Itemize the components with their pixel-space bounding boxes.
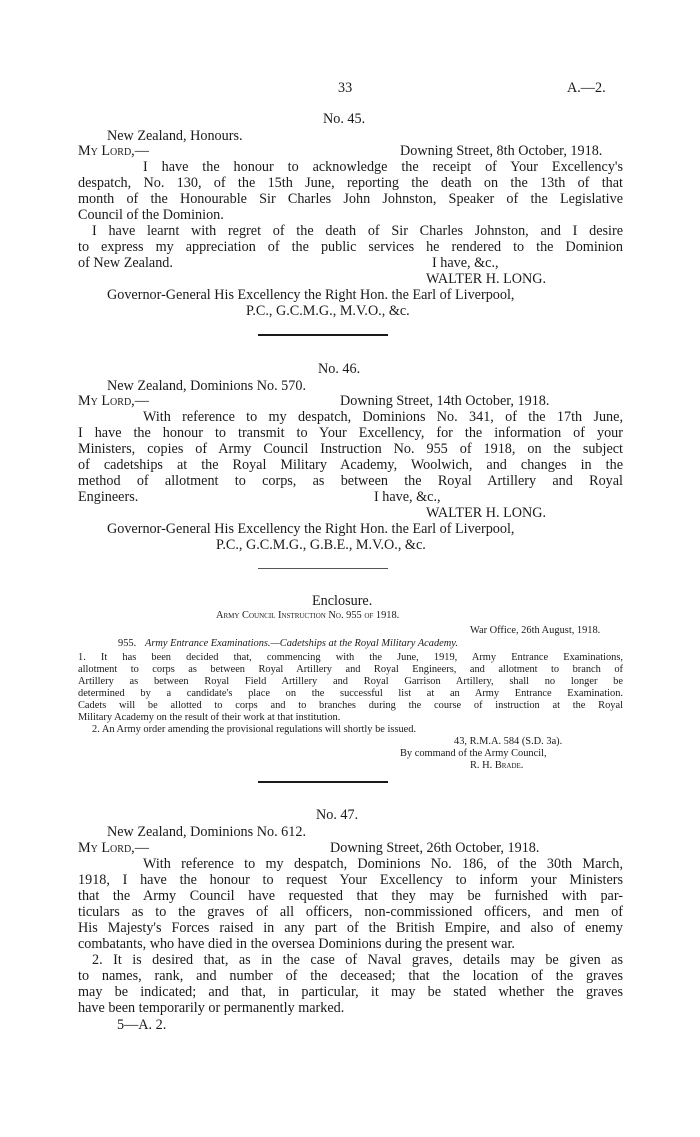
body-line: ticulars as to the graves of all officers, non-commissioned officers, and men of bbox=[78, 904, 623, 920]
section-divider bbox=[258, 568, 388, 569]
body-line: 1918, I have the honour to request Your Excellency to inform your Ministers bbox=[78, 872, 623, 888]
page-number: 33 bbox=[338, 80, 353, 96]
item-number: 955. bbox=[118, 638, 137, 649]
signature-mark: 5—A. 2. bbox=[117, 1017, 167, 1033]
addressee-46: Governor-General His Excellency the Right Hon. the Earl of Liverpool, bbox=[107, 521, 515, 537]
enclosure-line: Military Academy on the result of their work at that institution. bbox=[78, 712, 341, 723]
letter-number-47: No. 47. bbox=[316, 807, 359, 823]
body-line: I have the honour to acknowledge the receipt of Your Excellency's bbox=[143, 159, 623, 175]
enclosure-line: determined by a candidate's place on the successful list at an Army Entrance Examination. bbox=[78, 688, 623, 699]
signature-45: WALTER H. LONG. bbox=[426, 271, 547, 287]
enclosure-signature: R. H. Brade. bbox=[470, 760, 524, 771]
body-line: Council of the Dominion. bbox=[78, 207, 224, 223]
body-line: method of allotment to corps, as between the Royal Artillery and Royal bbox=[78, 473, 623, 489]
body-line: month of the Honourable Sir Charles John Johnston, Speaker of the Legislative bbox=[78, 191, 623, 207]
salutation-45: My Lord,— bbox=[78, 143, 149, 159]
body-line: to names, rank, and number of the deceased; that the location of the graves bbox=[78, 968, 623, 984]
body-line: His Majesty's Forces raised in any part of the British Empire, and also of enemy bbox=[78, 920, 623, 936]
enclosure-line: Artillery as between Royal Field Artillery and Royal Garrison Artillery, shall no longer be bbox=[78, 676, 623, 687]
body-line: Engineers. bbox=[78, 489, 139, 505]
addressee-45: Governor-General His Excellency the Right Hon. the Earl of Liverpool, bbox=[107, 287, 515, 303]
letter-number-46: No. 46. bbox=[318, 361, 361, 377]
body-line: despatch, No. 130, of the 15th June, reporting the death on the 13th of that bbox=[78, 175, 623, 191]
closing-46: I have, &c., bbox=[374, 489, 441, 505]
addressee-honours-46: P.C., G.C.M.G., G.B.E., M.V.O., &c. bbox=[216, 537, 426, 553]
salutation-47: My Lord,— bbox=[78, 840, 149, 856]
enclosure-line: 1. It has been decided that, commencing with the June, 1919, Army Entrance Examinations, bbox=[78, 652, 623, 663]
letter-subject-45: New Zealand, Honours. bbox=[107, 128, 243, 144]
section-divider bbox=[258, 334, 388, 336]
enclosure-command: By command of the Army Council, bbox=[400, 748, 547, 759]
body-line: combatants, who have died in the oversea Dominions during the present war. bbox=[78, 936, 515, 952]
enclosure-line: allotment to corps as between Royal Artillery and Royal Engineers, and allotment to branch of bbox=[78, 664, 623, 675]
item-title: Army Entrance Examinations.—Cadetships at the Royal Military Academy. bbox=[145, 638, 458, 649]
letter-number-45: No. 45. bbox=[323, 111, 366, 127]
body-line: may be indicated; and that, in particular, it may be stated whether the graves bbox=[78, 984, 623, 1000]
addressee-honours-45: P.C., G.C.M.G., M.V.O., &c. bbox=[246, 303, 410, 319]
body-line: that the Army Council have requested that they may be furnished with par- bbox=[78, 888, 623, 904]
body-line: I have learnt with regret of the death of Sir Charles Johnston, and I desire bbox=[92, 223, 623, 239]
body-line: 2. It is desired that, as in the case of Naval graves, details may be given as bbox=[92, 952, 623, 968]
body-line: I have the honour to transmit to Your Excellency, for the information of your bbox=[78, 425, 623, 441]
place-date-46: Downing Street, 14th October, 1918. bbox=[340, 393, 550, 409]
salutation-46: My Lord,— bbox=[78, 393, 149, 409]
signature-46: WALTER H. LONG. bbox=[426, 505, 547, 521]
enclosure-line: 2. An Army order amending the provisional regulations will shortly be issued. bbox=[92, 724, 417, 735]
place-date-45: Downing Street, 8th October, 1918. bbox=[400, 143, 603, 159]
enclosure-place-date: War Office, 26th August, 1918. bbox=[470, 625, 601, 636]
body-line: Ministers, copies of Army Council Instruction No. 955 of 1918, on the subject bbox=[78, 441, 623, 457]
instruction-heading: Army Council Instruction No. 955 of 1918. bbox=[216, 610, 400, 621]
enclosure-heading: Enclosure. bbox=[312, 593, 373, 609]
enclosure-line: Cadets will be allotted to corps and to branches during the course of instruction at the Royal bbox=[78, 700, 623, 711]
body-line: of cadetships at the Royal Military Academy, Woolwich, and changes in the bbox=[78, 457, 623, 473]
body-line: With reference to my despatch, Dominions No. 341, of the 17th June, bbox=[143, 409, 623, 425]
place-date-47: Downing Street, 26th October, 1918. bbox=[330, 840, 540, 856]
section-divider bbox=[258, 781, 388, 783]
letter-subject-46: New Zealand, Dominions No. 570. bbox=[107, 378, 306, 394]
body-line: With reference to my despatch, Dominions No. 186, of the 30th March, bbox=[143, 856, 623, 872]
paper-reference: A.—2. bbox=[567, 80, 606, 96]
letter-subject-47: New Zealand, Dominions No. 612. bbox=[107, 824, 306, 840]
closing-45: I have, &c., bbox=[432, 255, 499, 271]
enclosure-reference: 43, R.M.A. 584 (S.D. 3a). bbox=[454, 736, 563, 747]
body-line: of New Zealand. bbox=[78, 255, 173, 271]
body-line: have been temporarily or permanently marked. bbox=[78, 1000, 345, 1016]
body-line: to express my appreciation of the public services he rendered to the Dominion bbox=[78, 239, 623, 255]
